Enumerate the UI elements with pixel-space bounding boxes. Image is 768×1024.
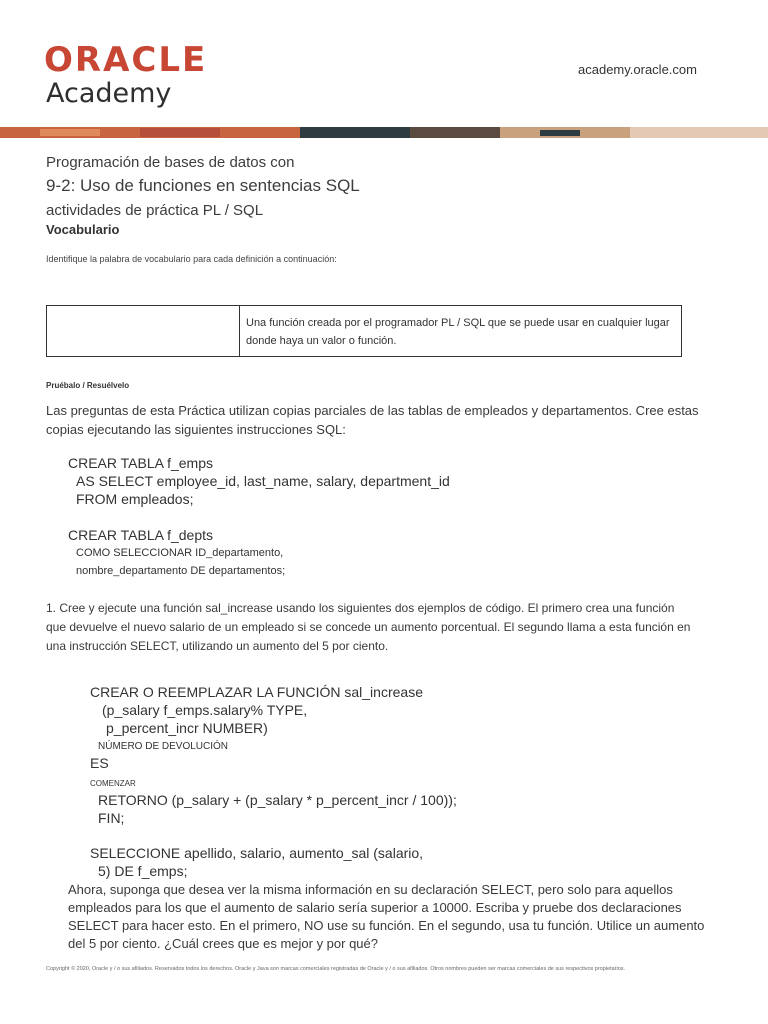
code-line: nombre_departamento DE departamentos; [76, 565, 286, 577]
code-line: RETORNO (p_salary + (p_salary * p_percent_incr / 100)); [98, 792, 457, 808]
oracle-logo: ORACLE [44, 40, 208, 80]
academy-logo-subtitle: Academy [46, 78, 172, 109]
code-line: p_percent_incr NUMBER) [106, 720, 268, 736]
vocabulary-instruction: Identifique la palabra de vocabulario para cada definición a continuación: [46, 254, 337, 264]
question-1-text [46, 599, 696, 656]
code-line: AS SELECT employee_id, last_name, salary, department_id [76, 473, 450, 489]
activity-subtitle: actividades de práctica PL / SQL [46, 202, 264, 219]
question-1-followup: Ahora, suponga que desea ver la misma información en su declaración SELECT, pero solo para aquellos empleados para los que el aumento de salario sería superior a 10000. Escriba y pruebe dos declaraciones SELECT para hacer esto. En el primero, NO use su función. En el segundo, usa tu función. Utilice un aumento del 5 por ciento. ¿Cuál crees que es mejor y por qué? [68, 882, 705, 951]
code-line: 5) DE f_emps; [98, 863, 188, 879]
decorative-banner [0, 127, 768, 138]
code-line: CREAR O REEMPLAZAR LA FUNCIÓN sal_increase [90, 684, 423, 700]
code-line: NÚMERO DE DEVOLUCIÓN [98, 741, 229, 752]
lesson-title: 9-2: Uso de funciones en sentencias SQL [46, 176, 360, 195]
try-it-intro: Las preguntas de esta Práctica utilizan copias parciales de las tablas de empleados y departamentos. Cree estas copias ejecutando las siguientes instrucciones SQL: [46, 403, 699, 437]
course-title: Programación de bases de datos con [46, 154, 295, 171]
code-line: COMENZAR [90, 779, 136, 788]
try-it-heading: Pruébalo / Resuélvelo [46, 381, 130, 390]
code-line: CREAR TABLA f_emps [68, 455, 213, 471]
vocabulary-term-cell[interactable] [47, 306, 240, 356]
code-line: FIN; [98, 810, 125, 826]
code-line: ES [90, 755, 109, 771]
vocabulary-table [46, 305, 682, 357]
vocabulary-definition-cell: Una función creada por el programador PL / SQL que se puede usar en cualquier lugar donde haya un valor o función. [246, 317, 670, 347]
question-1-body: 1. Cree y ejecute una función sal_increase usando los siguientes dos ejemplos de código. El primero crea una función que devuelve el nuevo salario de un empleado si se concede un aumento porcentual. El segundo llama a esta función en una instrucción SELECT, utilizando un aumento del 5 por ciento. [46, 601, 691, 653]
vocabulary-heading: Vocabulario [46, 222, 120, 237]
code-line: (p_salary f_emps.salary% TYPE, [102, 702, 308, 718]
code-line: FROM empleados; [76, 491, 194, 507]
code-line: COMO SELECCIONAR ID_departamento, [76, 547, 284, 559]
copyright-notice: Copyright © 2020, Oracle y / o sus afiliados. Reservados todos los derechos. Oracle y Java son marcas comerciales registradas de Oracle y / o sus afiliados. Otros nombres pueden ser marcas comerciales de sus respectivos propietarios. [46, 966, 626, 972]
site-url-link[interactable]: academy.oracle.com [578, 62, 697, 77]
code-line: SELECCIONE apellido, salario, aumento_sal (salario, [90, 845, 424, 861]
code-line: CREAR TABLA f_depts [68, 527, 213, 543]
